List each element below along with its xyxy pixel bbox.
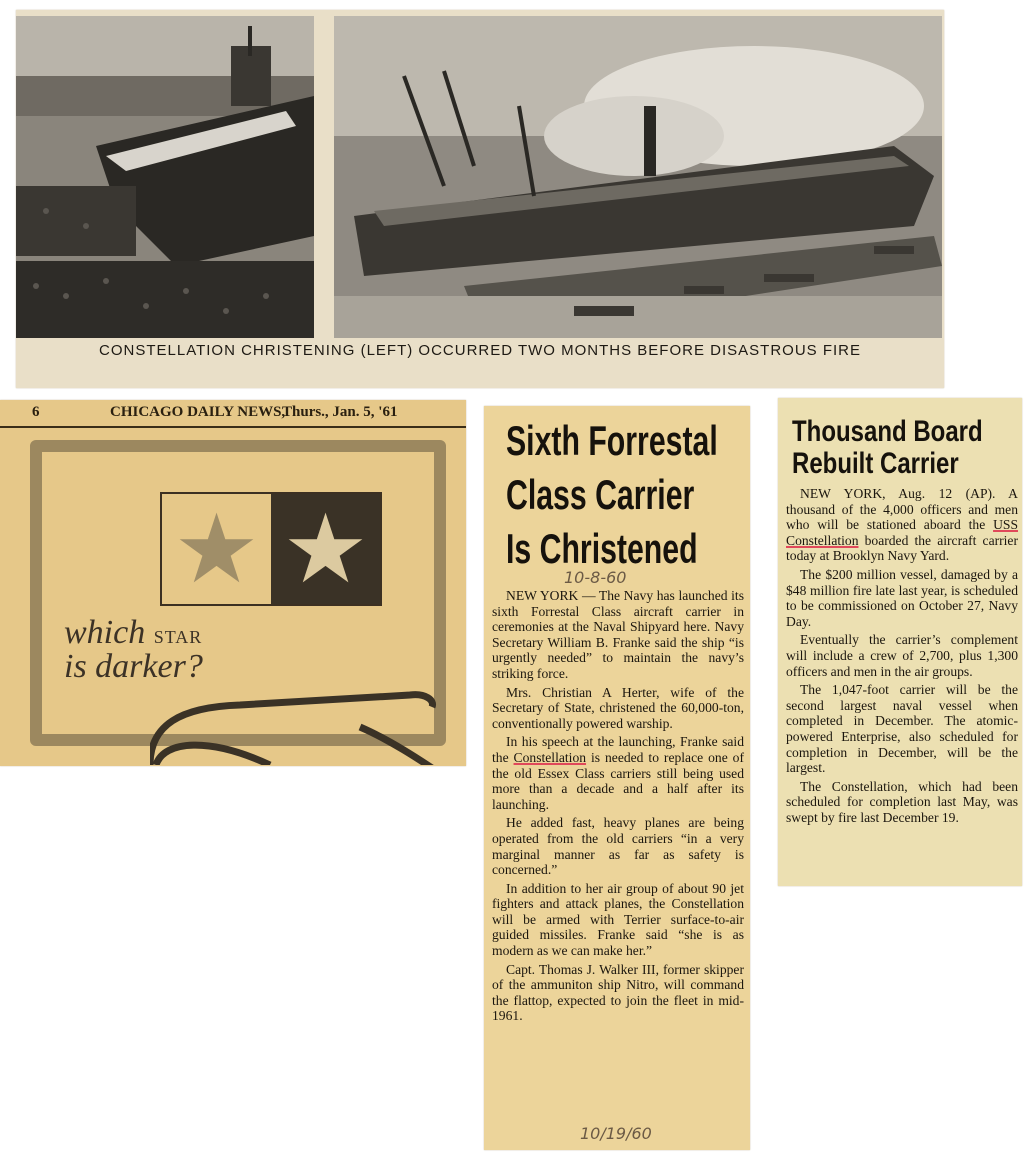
article-paragraph: In addition to her air group of about 90 jet fighters and attack planes, the Constellation will be armed with Terrier surface-to-air guided missiles. Franke said “she is as modern as we can make her.” — [492, 880, 744, 959]
fire-photo-image — [334, 16, 942, 338]
ad-slogan-line2: is darker? — [64, 648, 203, 685]
article-paragraph: NEW YORK — The Navy has launched its sixth Forrestal Class aircraft carrier in ceremonies at the Naval Shipyard here. Navy Secretary William B. Franke said the ship “is urgently needed” to maintain the navy’s striking force. — [492, 588, 744, 681]
article-paragraph: The 1,047-foot carrier will be the second largest naval vessel when completed in December. The atomic-powered Enterprise, also scheduled for completion in December, will be the largest. — [786, 682, 1018, 776]
rebuilt-carrier-article-clipping — [778, 398, 1022, 886]
headline-line: Sixth Forrestal — [506, 417, 718, 464]
article-body — [492, 588, 744, 1027]
handwritten-date: 10/19/60 — [580, 1124, 652, 1143]
article-body — [786, 486, 1018, 828]
article-headline — [792, 416, 1024, 480]
newspaper-masthead — [0, 400, 466, 428]
article-paragraph: Capt. Thomas J. Walker III, former skipper of the ammuniton ship Nitro, will command the flattop, expected to join the fleet in mid-1961. — [492, 961, 744, 1024]
christening-photo — [16, 16, 314, 338]
photo-caption: CONSTELLATION CHRISTENING (LEFT) OCCURRED TWO MONTHS BEFORE DISASTROUS FIRE — [99, 342, 861, 359]
light-panel — [162, 494, 271, 604]
photo-strip-clipping — [16, 10, 944, 388]
article-paragraph: He added fast, heavy planes are being operated from the old carriers “in a very marginal manner as far as safety is concerned.” — [492, 815, 744, 878]
underlined-ship-name: Constellation — [513, 749, 587, 765]
text-run: is needed to replace one of the old Essex Class carriers still being used more than a decade and a half after its launching. — [492, 749, 744, 812]
eyeglasses-icon — [150, 645, 450, 765]
headline-line: Is Christened — [506, 525, 698, 572]
dark-star-icon: ★ — [282, 493, 369, 605]
christening-article-clipping — [484, 406, 750, 1150]
page-number: 6 — [32, 404, 40, 420]
newspaper-date: Thurs., Jan. 5, '61 — [282, 404, 398, 420]
text-run: boarded the aircraft carrier today at Brooklyn Navy Yard. — [786, 532, 1018, 564]
article-paragraph: Eventually the carrier’s complement will include a crew of 2,700, plus 1,300 officers and men in the air groups. — [786, 632, 1018, 679]
article-paragraph — [492, 734, 744, 812]
light-star-icon: ★ — [173, 493, 260, 605]
article-paragraph: The Constellation, which had been scheduled for completion last May, was swept by fire last December 19. — [786, 778, 1018, 825]
article-paragraph: Mrs. Christian A Herter, wife of the Secretary of State, christened the 60,000-ton, conventionally powered warship. — [492, 684, 744, 731]
headline-line: Rebuilt Carrier — [792, 447, 959, 480]
text-run: In his speech at the launching, Franke said the — [492, 734, 744, 765]
article-paragraph — [786, 486, 1018, 564]
ad-slogan-star: STAR — [153, 627, 203, 647]
underlined-ship-name: USS Constellation — [786, 517, 1018, 548]
headline-line: Class Carrier — [506, 471, 695, 518]
ad-slogan-which: which — [64, 614, 146, 651]
article-paragraph: The $200 million vessel, damaged by a $48 million fire late last year, is scheduled to be commissioned on October 27, Navy Day. — [786, 566, 1018, 629]
text-run: NEW YORK, Aug. 12 (AP). A thousand of the 4,000 officers and men who will be stationed aboard the — [786, 486, 1018, 533]
christening-photo-image — [16, 16, 314, 338]
handwritten-date: 10-8-60 — [564, 568, 627, 587]
headline-line: Thousand Board — [792, 415, 983, 448]
newspaper-ad-clipping — [0, 400, 466, 766]
newspaper-name: CHICAGO DAILY NEWS, — [110, 404, 286, 420]
star-flag-graphic — [160, 492, 382, 606]
dark-panel — [271, 494, 380, 604]
fire-photo — [334, 16, 942, 338]
article-headline — [506, 414, 742, 576]
